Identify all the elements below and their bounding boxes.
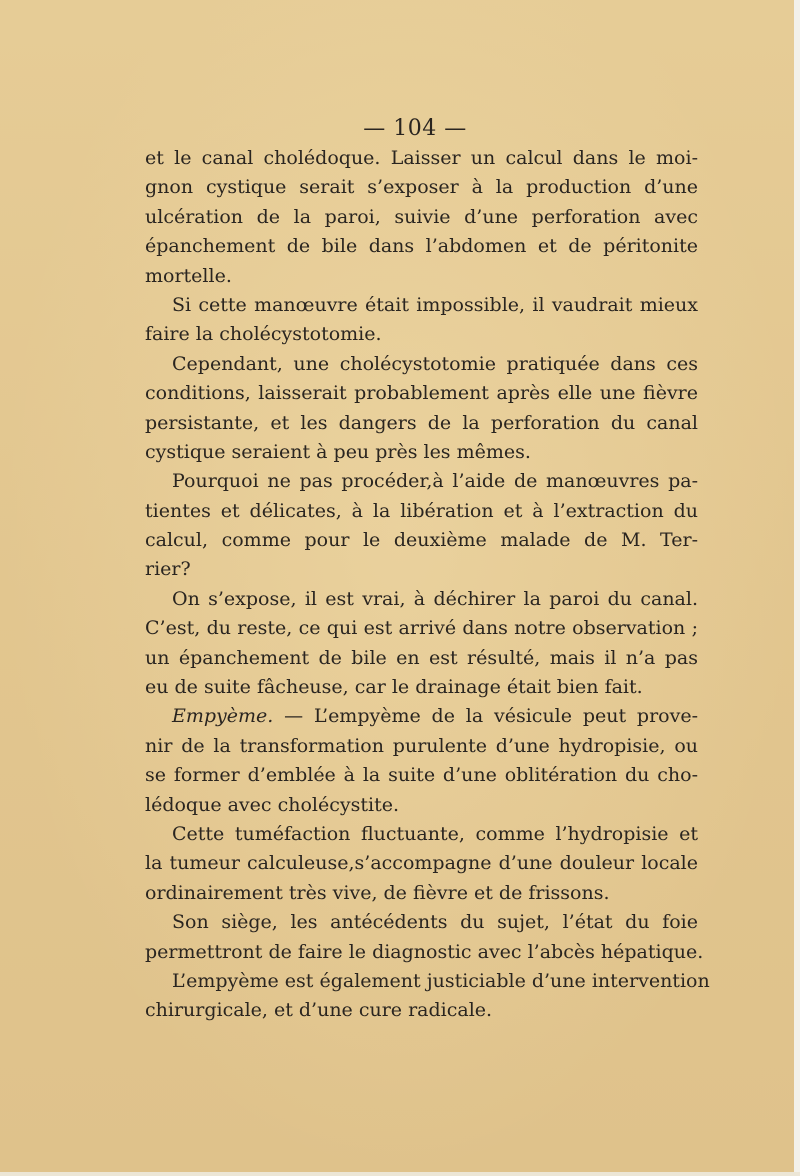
text-line: calcul, comme pour le deuxième malade de M. Ter- <box>145 529 698 552</box>
text-line: ulcération de la paroi, suivie d’une perforation avec <box>145 205 698 228</box>
text-line <box>145 702 698 731</box>
text-line: se former d’emblée à la suite d’une oblitération du cho- <box>145 764 698 787</box>
text-line: Si cette manœuvre était impossible, il vaudrait mieux <box>172 293 698 316</box>
text-line: Pourquoi ne pas procéder,à l’aide de manœuvres pa- <box>172 470 698 493</box>
text-line: épanchement de bile dans l’abdomen et de péritonite <box>145 235 698 258</box>
text-line: ordinairement très vive, de fièvre et de frissons. <box>145 881 610 904</box>
text-line: cystique seraient à peu près les mêmes. <box>145 440 531 463</box>
text-line: C’est, du reste, ce qui est arrivé dans notre observation ; <box>145 617 698 640</box>
text-line-content: — L’empyème de la vésicule peut prove- <box>273 705 698 728</box>
text-line: faire la cholécystotomie. <box>145 323 382 346</box>
text-line: et le canal cholédoque. Laisser un calcul dans le moi- <box>145 147 698 169</box>
text-line: lédoque avec cholécystite. <box>145 793 399 816</box>
text-line: la tumeur calculeuse,s’accompagne d’une douleur locale <box>145 852 698 875</box>
italic-heading: Empyème. <box>172 705 274 728</box>
text-line: mortelle. <box>145 264 232 287</box>
text-line: Son siège, les antécédents du sujet, l’état du foie <box>172 911 698 934</box>
text-line: nir de la transformation purulente d’une hydropisie, ou <box>145 734 698 757</box>
text-line: On s’expose, il est vrai, à déchirer la paroi du canal. <box>172 587 698 610</box>
scan-edge-bottom <box>0 1172 800 1176</box>
text-line: un épanchement de bile en est résulté, mais il n’a pas <box>145 646 698 669</box>
text-line: permettront de faire le diagnostic avec l’abcès hépatique. <box>145 940 704 963</box>
text-line: tientes et délicates, à la libération et à l’extraction du <box>145 499 698 522</box>
body-text <box>145 144 710 1026</box>
page-number: — 104 — <box>363 116 467 141</box>
text-line: chirurgicale, et d’une cure radicale. <box>145 999 493 1022</box>
text-line: L’empyème est également justiciable d’une intervention <box>172 969 710 992</box>
text-line: persistante, et les dangers de la perforation du canal <box>145 411 698 434</box>
text-line: gnon cystique serait s’exposer à la production d’une <box>145 176 698 199</box>
text-line: conditions, laisserait probablement après elle une fièvre <box>145 382 698 405</box>
text-line: rier? <box>145 558 191 581</box>
text-line: eu de suite fâcheuse, car le drainage était bien fait. <box>145 676 643 699</box>
text-line: Cette tuméfaction fluctuante, comme l’hydropisie et <box>172 822 698 845</box>
scan-edge-right <box>794 0 800 1176</box>
text-line: Cependant, une cholécystotomie pratiquée dans ces <box>172 352 698 375</box>
